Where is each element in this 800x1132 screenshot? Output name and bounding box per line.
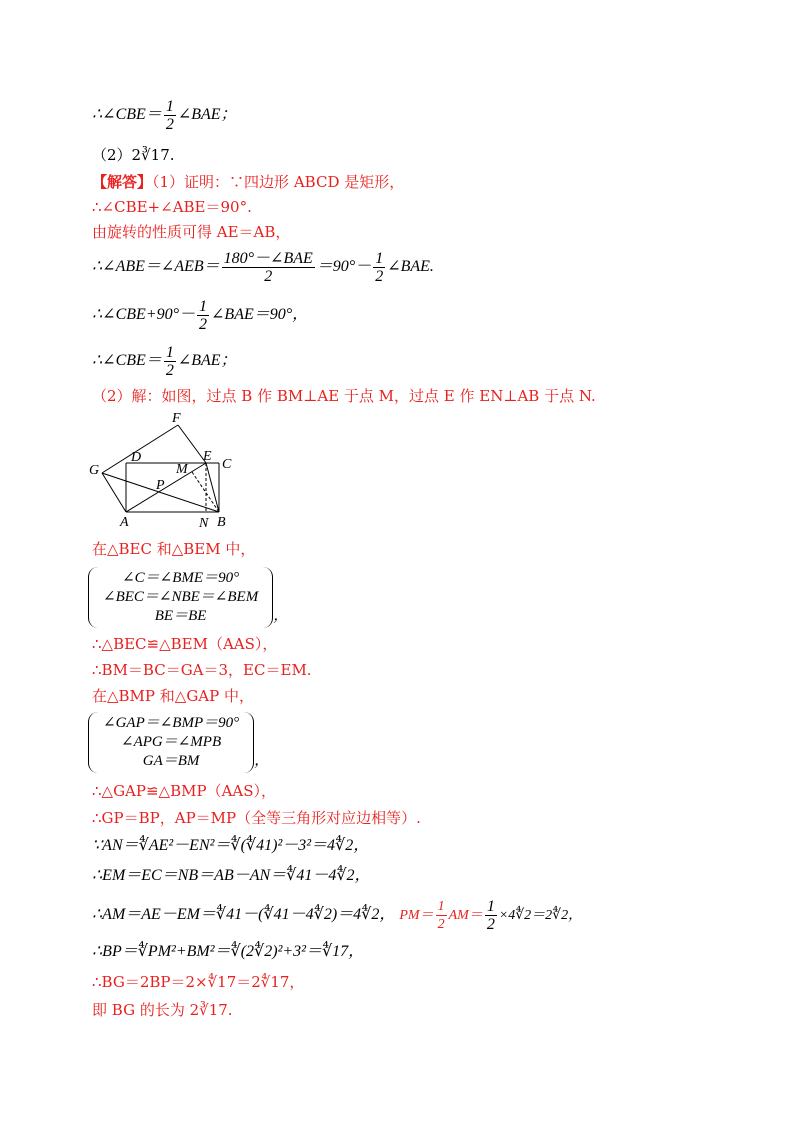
segment-AE	[126, 463, 206, 512]
line-19: ∴BP＝∜PM²+BM²＝∜(2∜2)²+3²＝∜17，	[92, 943, 365, 960]
line-15: ∴GP＝BP，AP＝MP（全等三角形对应边相等）.	[92, 809, 421, 827]
label-P: P	[156, 478, 165, 493]
line-20: ∴BG＝2BP＝2×∜17＝2∜17，	[92, 973, 305, 991]
line-5: 由旋转的性质可得 AE＝AB，	[92, 223, 291, 241]
line-14: ∴△GAP≌△BMP（AAS），	[92, 782, 277, 800]
label-A: A	[120, 515, 129, 530]
line-4: ∴∠CBE+∠ABE＝90°.	[92, 198, 252, 216]
line-9: （2）解：如图，过点 B 作 BM⊥AE 于点 M，过点 E 作 EN⊥AB 于点 N.	[92, 387, 596, 405]
line-21: 即 BG 的长为 2∛17.	[92, 1001, 233, 1019]
line-12: ∴BM＝BC＝GA＝3，EC＝EM.	[92, 661, 312, 679]
segment-FE	[178, 425, 206, 463]
line-6: ∴∠ABE＝∠AEB＝ $\frac{\text{180°－∠BAE}}{2}$ ＝90°－ $\frac{1}{2}$ ∠BAE.	[92, 250, 434, 285]
line-8: ∴∠CBE＝ $\frac{1}{2}$ ∠BAE；	[92, 344, 237, 379]
label-M: M	[176, 462, 188, 477]
line-7: ∴∠CBE+90°－ $\frac{1}{2}$ ∠BAE＝90°，	[92, 298, 309, 333]
line-11: ∴△BEC≌△BEM（AAS），	[92, 635, 278, 653]
label-B: B	[217, 515, 226, 530]
label-G: G	[89, 463, 100, 478]
label-N: N	[199, 516, 209, 531]
label-F: F	[172, 411, 181, 426]
equation-system-2: ∠GAP＝∠BMP＝90° ∠APG＝∠MPB GA＝BM ，	[88, 712, 269, 773]
segment-EB	[206, 463, 219, 512]
label-D: D	[131, 450, 142, 465]
segment-GA	[102, 473, 126, 512]
segment-GF	[102, 425, 178, 473]
line-10: 在△BEC 和△BEM 中，	[92, 540, 256, 558]
line-3: 【解答】（1）证明：∵四边形 ABCD 是矩形，	[92, 173, 405, 191]
line-16: ∵AN＝∜AE²－EN²＝∜(∜41)²－3²＝4∜2，	[92, 837, 370, 854]
line-2: （2）2∛17.	[92, 146, 175, 164]
label-E: E	[203, 449, 212, 464]
label-C: C	[222, 457, 232, 472]
line-1: ∴∠CBE＝ $\frac{1}{2}$ ∠BAE；	[92, 98, 237, 133]
geometry-figure	[86, 408, 246, 533]
line-13: 在△BMP 和△GAP 中，	[92, 687, 254, 705]
line-17: ∴EM＝EC＝NB＝AB－AN＝∜41－4∜2，	[92, 867, 371, 884]
answer-tag: 【解答】	[92, 173, 153, 191]
line-18: ∴AM＝AE－EM＝∜41－(∜41－4∜2)＝4∜2， PM＝ $\frac{1}{2}$ AM＝ $\frac{1}{2}$ ×4∜2＝2∜2，	[92, 898, 583, 933]
equation-system-1: ∠C＝∠BME＝90° ∠BEC＝∠NBE＝∠BEM BE＝BE ，	[88, 567, 288, 628]
